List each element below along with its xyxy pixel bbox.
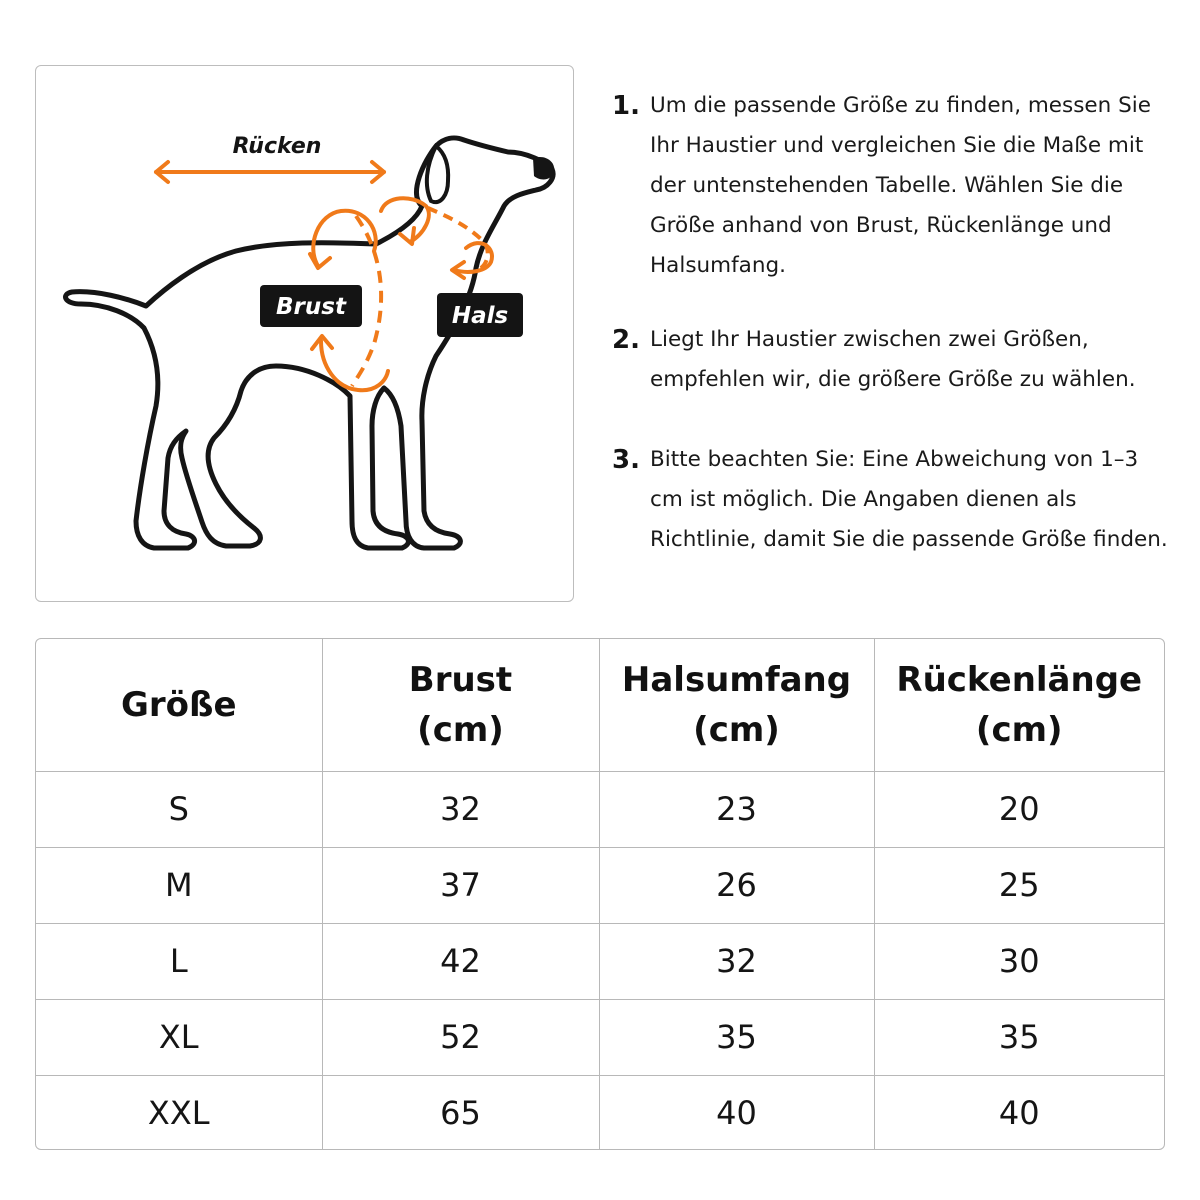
cell-neck: 23 — [599, 771, 874, 847]
chest-badge — [260, 285, 362, 327]
cell-size: XXL — [36, 1075, 322, 1150]
step-text: Liegt Ihr Haustier zwischen zwei Größen, empfehlen wir, die größere Größe zu wählen. — [650, 327, 1136, 392]
table-row — [36, 923, 1164, 999]
neck-badge — [437, 293, 523, 337]
chest-circular-arrow-icon — [310, 211, 376, 268]
label-back: Rücken — [232, 134, 322, 159]
header-back-length: Rückenlänge (cm) — [874, 639, 1164, 771]
header-chest: Brust (cm) — [322, 639, 599, 771]
step-text: Um die passende Größe zu finden, messen Sie Ihr Haustier und vergleichen Sie die Maße mit der untenstehenden Tabelle. Wählen Sie die Größe anhand von Brust, Rückenlänge und Halsumfang. — [650, 93, 1151, 278]
cell-size: L — [36, 923, 322, 999]
step-number: 2. — [612, 325, 640, 355]
label-chest: Brust — [276, 294, 346, 320]
header-size: Größe — [36, 639, 322, 771]
cell-neck: 35 — [599, 999, 874, 1075]
cell-chest: 42 — [322, 923, 599, 999]
cell-back-length: 30 — [874, 923, 1164, 999]
back-double-arrow-icon — [156, 162, 384, 182]
cell-chest: 37 — [322, 847, 599, 923]
cell-neck: 40 — [599, 1075, 874, 1150]
dog-body-outline — [66, 138, 554, 548]
dog-silhouette-icon — [36, 66, 572, 600]
cell-back-length: 40 — [874, 1075, 1164, 1150]
cell-chest: 32 — [322, 771, 599, 847]
table-header-row — [36, 639, 1164, 771]
label-neck: Hals — [451, 303, 509, 329]
table-row — [36, 1075, 1164, 1150]
step-number: 3. — [612, 445, 640, 475]
size-chart-table — [35, 638, 1165, 1150]
cell-size: S — [36, 771, 322, 847]
chest-lower-circular-arrow-icon — [312, 336, 388, 390]
step-text: Bitte beachten Sie: Eine Abweichung von 1–3 cm ist möglich. Die Angaben dienen als Richtlinie, damit Sie die passende Größe finden. — [650, 447, 1168, 552]
step-number: 1. — [612, 91, 640, 121]
table-row — [36, 847, 1164, 923]
cell-back-length: 20 — [874, 771, 1164, 847]
header-neck: Halsumfang (cm) — [599, 639, 874, 771]
table-row — [36, 771, 1164, 847]
cell-back-length: 25 — [874, 847, 1164, 923]
dog-nose — [533, 157, 554, 180]
cell-neck: 26 — [599, 847, 874, 923]
cell-chest: 65 — [322, 1075, 599, 1150]
table-row — [36, 999, 1164, 1075]
cell-size: XL — [36, 999, 322, 1075]
dog-measurement-illustration — [35, 65, 574, 602]
cell-chest: 52 — [322, 999, 599, 1075]
cell-neck: 32 — [599, 923, 874, 999]
cell-back-length: 35 — [874, 999, 1164, 1075]
cell-size: M — [36, 847, 322, 923]
